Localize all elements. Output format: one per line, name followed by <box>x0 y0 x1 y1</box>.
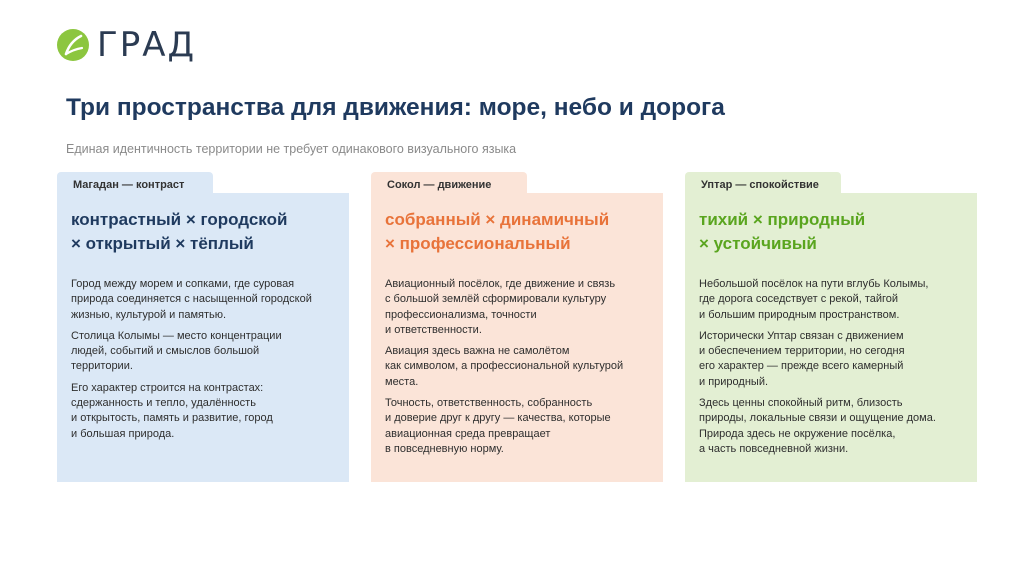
card-text <box>385 277 659 463</box>
card-paragraph: Исторически Уптар связан с движением и обеспечением территории, но сегодня его характер — прежде всего камерный и природный. <box>699 329 905 388</box>
card-tab: Уптар — спокойствие <box>685 172 841 196</box>
card-text <box>699 277 973 463</box>
page-subtitle: Единая идентичность территории не требует одинакового визуального языка <box>66 142 517 156</box>
logo-text: ГРАД <box>97 25 197 65</box>
card-text <box>71 277 345 448</box>
card-uptar <box>685 172 977 482</box>
card-magadan <box>57 172 349 482</box>
logo <box>57 25 197 65</box>
card-heading: тихий × природный × устойчивый <box>699 210 866 253</box>
card-paragraph: Авиация здесь важна не самолётом как символом, а профессиональной культурой места. <box>385 345 624 388</box>
card-tab: Магадан — контраст <box>57 172 213 196</box>
card-tab: Сокол — движение <box>371 172 527 196</box>
card-heading: контрастный × городской × открытый × тёплый <box>71 210 288 253</box>
card-sokol <box>371 172 663 482</box>
card-paragraph: Небольшой посёлок на пути вглубь Колымы, где дорога соседствует с рекой, тайгой и большим природным пространством. <box>699 278 929 321</box>
card-paragraph: Город между морем и сопками, где суровая природа соединяется с насыщенной городской жизнью, культурой и памятью. <box>71 278 312 321</box>
card-paragraph: Его характер строится на контрастах: сдержанность и тепло, удалённость и открытость, память и развитие, город и большая природа. <box>71 381 273 440</box>
card-heading: собранный × динамичный × профессиональный <box>385 210 610 253</box>
card-paragraph: Столица Колымы — место концентрации людей, событий и смыслов большой территории. <box>71 329 282 373</box>
card-paragraph: Точность, ответственность, собранность и доверие друг к другу — качества, которые авиационная среда превращает в повседневную норму. <box>385 397 611 455</box>
page-title: Три пространства для движения: море, небо и дорога <box>66 94 725 121</box>
card-paragraph: Здесь ценны спокойный ритм, близость природы, локальные связи и ощущение дома. Природа здесь не окружение посёлка, а часть повседневной жизни. <box>699 397 936 455</box>
card-paragraph: Авиационный посёлок, где движение и связь с большой землёй сформировали культуру профессионализма, точности и ответственности. <box>385 278 616 336</box>
logo-leaf-icon <box>57 29 89 61</box>
